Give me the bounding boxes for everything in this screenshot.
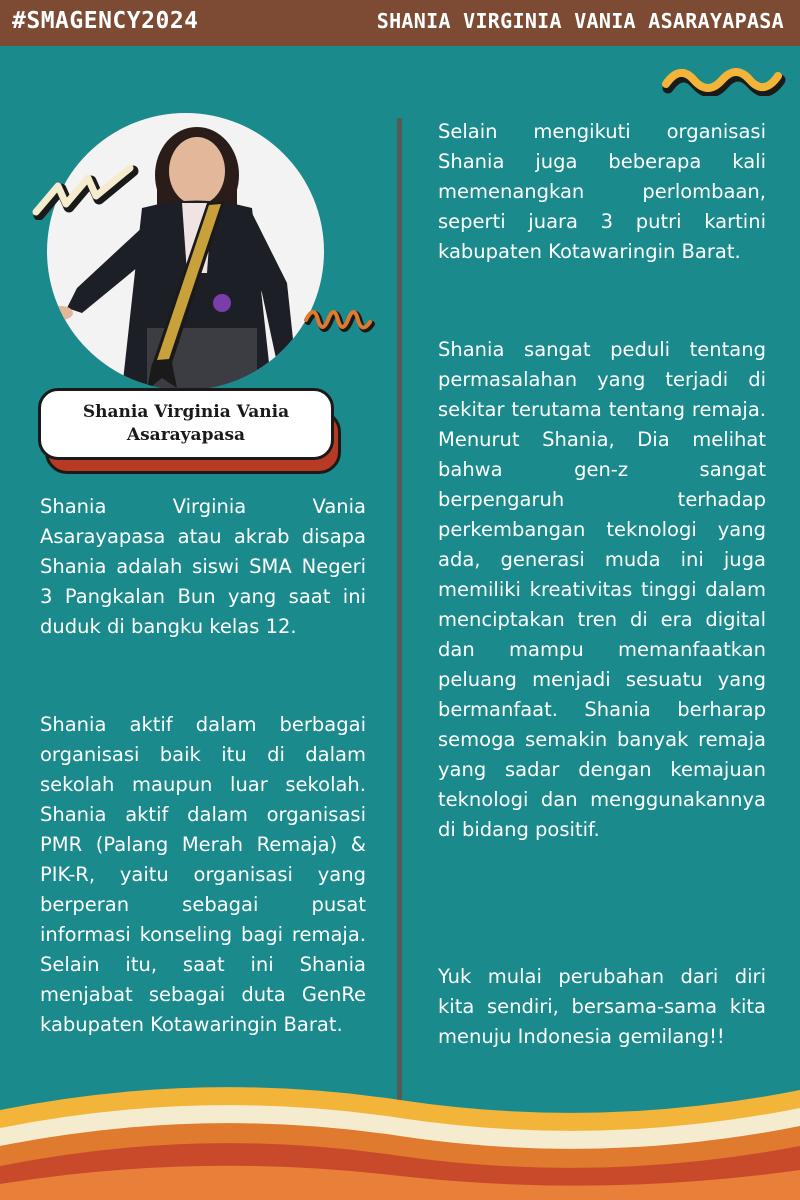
zigzag-decoration-icon (30, 160, 140, 220)
achievement-paragraph: Selain mengikuti organisasi Shania juga beberapa kali memenangkan perlombaan, seperti juara 3 putri kartini kabupaten Kotawaringin Barat. (438, 120, 766, 263)
opinion-paragraph: Shania sangat peduli tentang permasalahan yang terjadi di sekitar terutama tentang remaja. Menurut Shania, Dia melihat bahwa gen-z sangat berpengaruh terhadap perkembangan teknologi yang ada, generasi muda ini juga memiliki kreativitas tinggi dalam menciptakan tren di era digital dan mampu memanfaatkan peluang menjadi sesuatu yang bermanfaat. Shania berharap semoga semakin banyak remaja yang sadar dengan kemajuan teknologi dan menggunakannya di bidang positif. (438, 338, 766, 841)
wave-decoration-icon (660, 62, 790, 96)
profile-photo (47, 113, 324, 390)
portrait-illustration-icon (47, 113, 324, 390)
closing-paragraph: Yuk mulai perubahan dari diri kita sendiri, bersama-sama kita menuju Indonesia gemilang!! (438, 965, 766, 1048)
bottom-wave-decoration-icon (0, 1080, 800, 1200)
hashtag-label: #SMAGENCY2024 (12, 8, 199, 34)
intro-paragraph: Shania Virginia Vania Asarayapasa atau akrab disapa Shania adalah siswi SMA Negeri 3 Pangkalan Bun yang saat ini duduk di bangku kelas 12. (40, 495, 366, 638)
column-divider (397, 118, 402, 1118)
organization-paragraph: Shania aktif dalam berbagai organisasi baik itu di dalam sekolah maupun luar sekolah. Shania aktif dalam organisasi PMR (Palang Merah Remaja) & PIK-R, yaitu organisasi yang berperan sebagai pusat informasi konseling bagi remaja. Selain itu, saat ini Shania menjabat sebagai duta GenRe kabupaten Kotawaringin Barat. (40, 713, 366, 1036)
header-bar (0, 0, 800, 46)
header-name: SHANIA VIRGINIA VANIA ASARAYAPASA (376, 9, 784, 33)
profile-name: Shania Virginia Vania Asarayapasa (82, 402, 290, 445)
loop-decoration-icon (300, 300, 380, 340)
name-card (38, 388, 334, 460)
